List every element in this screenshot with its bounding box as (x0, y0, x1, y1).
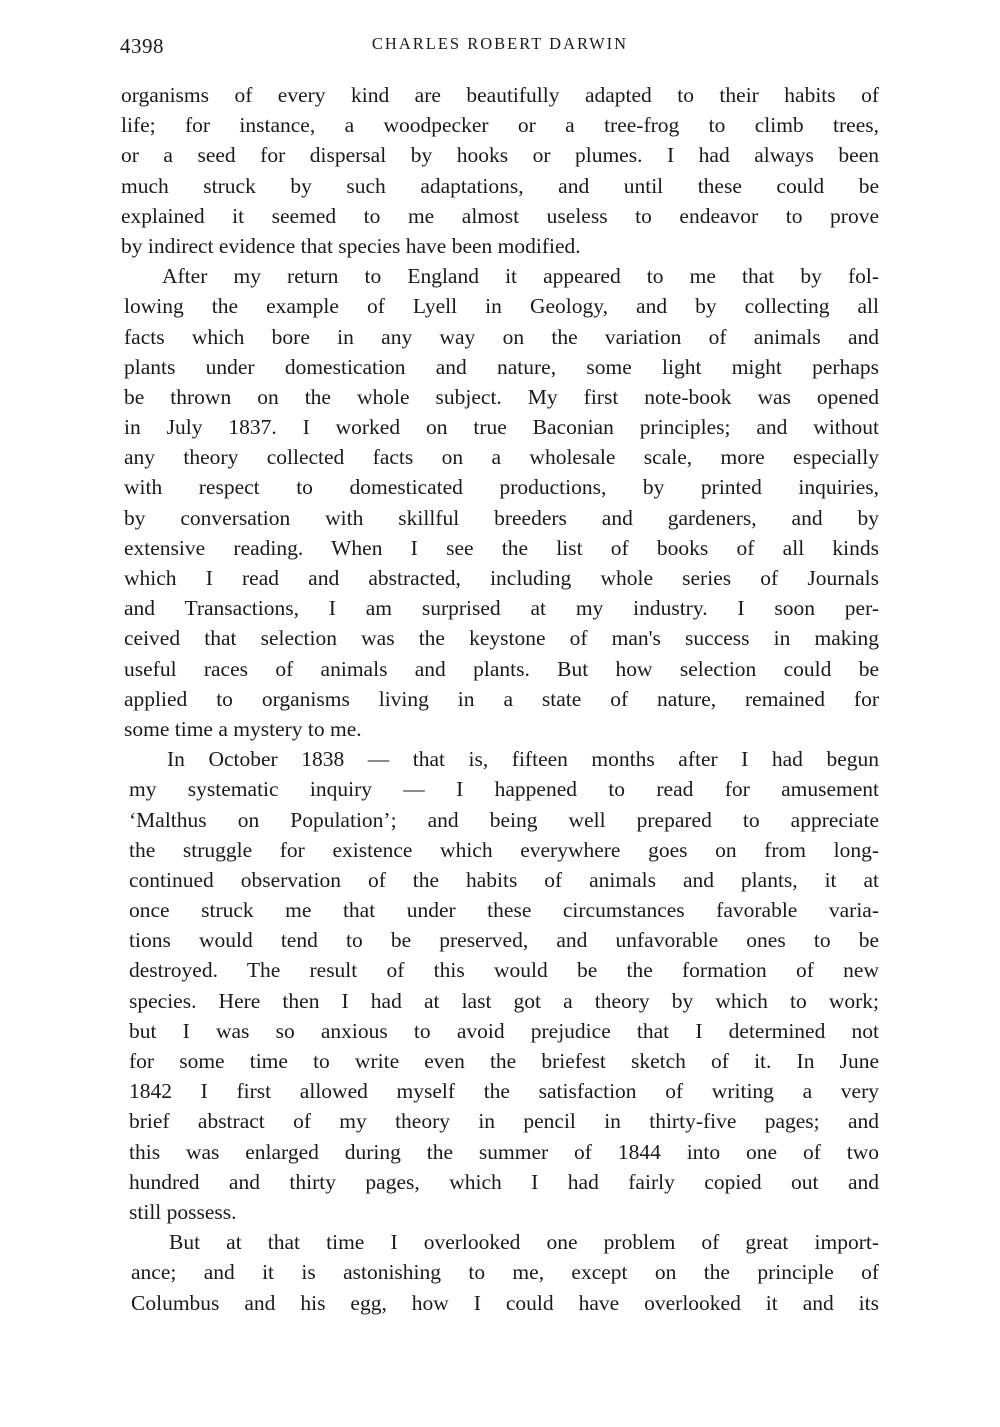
running-title: CHARLES ROBERT DARWIN (371, 34, 629, 53)
text-line: or a seed for dispersal by hooks or plumes. I had always been (121, 143, 879, 168)
text-line: tions would tend to be preserved, and unfavorable ones to be (129, 928, 879, 953)
text-line: After my return to England it appeared to me that by fol- (162, 264, 879, 289)
text-line: some time a mystery to me. (124, 716, 362, 741)
text-line: But at that time I overlooked one problem of great import- (169, 1230, 879, 1255)
text-line: ceived that selection was the keystone of man's success in making (124, 626, 879, 651)
text-line: lowing the example of Lyell in Geology, and by collecting all (124, 294, 879, 319)
text-line: my systematic inquiry — I happened to read for amusement (129, 777, 879, 802)
text-line: facts which bore in any way on the variation of animals and (124, 324, 879, 349)
text-line: hundred and thirty pages, which I had fairly copied out and (129, 1169, 879, 1194)
text-line: in July 1837. I worked on true Baconian principles; and without (124, 415, 879, 440)
text-line: but I was so anxious to avoid prejudice that I determined not (129, 1018, 879, 1043)
text-line: ‘Malthus on Population’; and being well prepared to appreciate (129, 807, 879, 832)
text-line: much struck by such adaptations, and until these could be (121, 173, 879, 198)
text-line: plants under domestication and nature, some light might perhaps (124, 354, 879, 379)
page-number: 4398 (120, 34, 164, 58)
text-line: this was enlarged during the summer of 1844 into one of two (129, 1139, 879, 1164)
text-line: with respect to domesticated productions, by printed inquiries, (124, 475, 879, 500)
text-line: for some time to write even the briefest sketch of it. In June (129, 1049, 879, 1073)
text-line: In October 1838 — that is, fifteen months after I had begun (167, 747, 879, 772)
text-line: once struck me that under these circumstances favorable varia- (129, 898, 879, 923)
text-line: applied to organisms living in a state of nature, remained for (124, 686, 879, 711)
text-line: still possess. (129, 1199, 237, 1224)
text-line: life; for instance, a woodpecker or a tree-frog to climb trees, (121, 113, 879, 138)
text-line: species. Here then I had at last got a theory by which to work; (129, 988, 879, 1013)
paragraph (131, 1227, 879, 1318)
text-line: and Transactions, I am surprised at my industry. I soon per- (124, 596, 879, 621)
text-line: which I read and abstracted, including whole series of Journals (124, 566, 879, 590)
text-line: continued observation of the habits of animals and plants, it at (129, 867, 879, 892)
text-line: by indirect evidence that species have been modified. (121, 233, 581, 258)
running-head (120, 34, 880, 64)
body-text (121, 80, 879, 1318)
text-line: useful races of animals and plants. But how selection could be (124, 656, 879, 681)
text-line: the struggle for existence which everywhere goes on from long- (129, 837, 879, 862)
text-line: be thrown on the whole subject. My first note-book was opened (124, 384, 879, 409)
text-line: destroyed. The result of this would be the formation of new (129, 958, 879, 983)
text-line: any theory collected facts on a wholesale scale, more especially (124, 445, 879, 470)
text-line: by conversation with skillful breeders and gardeners, and by (124, 505, 879, 530)
text-line: organisms of every kind are beautifully adapted to their habits of (121, 83, 879, 107)
text-line: 1842 I first allowed myself the satisfaction of writing a very (129, 1079, 879, 1104)
text-line: brief abstract of my theory in pencil in thirty-five pages; and (129, 1109, 879, 1134)
paragraph (129, 744, 879, 1227)
text-line: explained it seemed to me almost useless to endeavor to prove (121, 203, 879, 228)
text-line: ance; and it is astonishing to me, except on the principle of (131, 1260, 879, 1285)
text-line: extensive reading. When I see the list of books of all kinds (124, 535, 879, 560)
paragraph (121, 80, 879, 261)
paragraph (124, 261, 879, 744)
text-line: Columbus and his egg, how I could have overlooked it and its (131, 1290, 879, 1315)
